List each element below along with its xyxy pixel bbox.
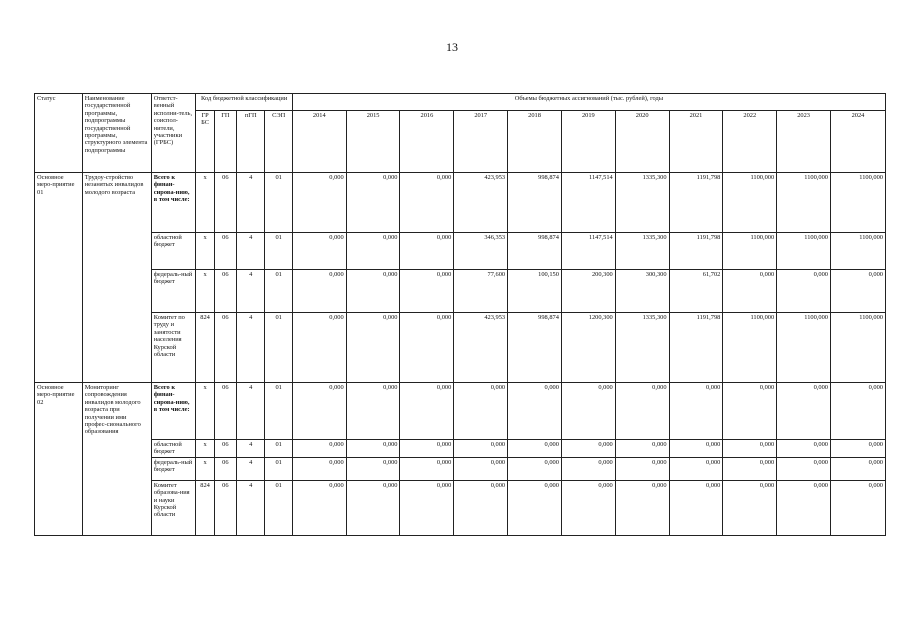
table-row	[35, 313, 886, 383]
value-cell-2020: 0,000	[615, 440, 669, 458]
value-cell-2014: 0,000	[292, 457, 346, 480]
sep-cell: 01	[265, 440, 292, 458]
header-year-2017: 2017	[454, 111, 508, 173]
budget-table	[34, 93, 886, 536]
value-cell-2021: 0,000	[669, 457, 723, 480]
value-cell-2020: 1335,300	[615, 313, 669, 383]
value-cell-2018: 100,150	[508, 270, 562, 313]
pgp-cell: 4	[237, 173, 265, 233]
header-code-1: ГП	[214, 111, 236, 173]
value-cell-2018: 998,874	[508, 233, 562, 270]
pgp-cell: 4	[237, 480, 265, 535]
value-cell-2021: 0,000	[669, 480, 723, 535]
value-cell-2024: 1100,000	[830, 173, 885, 233]
page-number: 13	[446, 40, 458, 54]
pgp-cell: 4	[237, 233, 265, 270]
grbs-cell: x	[196, 233, 214, 270]
value-cell-2020: 0,000	[615, 383, 669, 440]
table-row	[35, 173, 886, 233]
executor-cell: Всего к финан-сирова-нию, в том числе:	[151, 173, 196, 233]
value-cell-2014: 0,000	[292, 383, 346, 440]
value-cell-2014: 0,000	[292, 440, 346, 458]
value-cell-2016: 0,000	[400, 457, 454, 480]
header-year-2020: 2020	[615, 111, 669, 173]
header-year-2023: 2023	[777, 111, 831, 173]
value-cell-2024: 1100,000	[830, 313, 885, 383]
value-cell-2019: 0,000	[561, 457, 615, 480]
value-cell-2016: 0,000	[400, 233, 454, 270]
status-cell: Основное меро-приятие 02	[35, 383, 83, 536]
value-cell-2016: 0,000	[400, 270, 454, 313]
value-cell-2024: 0,000	[830, 457, 885, 480]
gp-cell: 06	[214, 173, 236, 233]
value-cell-2014: 0,000	[292, 173, 346, 233]
value-cell-2022: 1100,000	[723, 233, 777, 270]
value-cell-2018: 0,000	[508, 457, 562, 480]
value-cell-2016: 0,000	[400, 383, 454, 440]
executor-cell: Комитет по труду и занятости населения Курской области	[151, 313, 196, 383]
value-cell-2014: 0,000	[292, 270, 346, 313]
value-cell-2019: 200,300	[561, 270, 615, 313]
value-cell-2024: 0,000	[830, 440, 885, 458]
header-executor: Ответст-венный исполни-тель, соиспол-нители, участники (ГРБС)	[151, 94, 196, 173]
value-cell-2018: 0,000	[508, 480, 562, 535]
pgp-cell: 4	[237, 383, 265, 440]
header-code-group: Код бюджетной классификации	[196, 94, 292, 111]
executor-cell: федераль-ный бюджет	[151, 457, 196, 480]
header-year-2021: 2021	[669, 111, 723, 173]
value-cell-2019: 0,000	[561, 383, 615, 440]
gp-cell: 06	[214, 457, 236, 480]
grbs-cell: x	[196, 270, 214, 313]
grbs-cell: x	[196, 383, 214, 440]
grbs-cell: x	[196, 440, 214, 458]
value-cell-2015: 0,000	[346, 457, 400, 480]
value-cell-2019: 0,000	[561, 440, 615, 458]
sep-cell: 01	[265, 457, 292, 480]
header-year-2018: 2018	[508, 111, 562, 173]
gp-cell: 06	[214, 383, 236, 440]
sep-cell: 01	[265, 480, 292, 535]
value-cell-2018: 998,874	[508, 173, 562, 233]
sep-cell: 01	[265, 383, 292, 440]
header-name: Наименование государственной программы, подпрограммы государственной программы, структурного элемента подпрограммы	[82, 94, 151, 173]
grbs-cell: x	[196, 457, 214, 480]
value-cell-2023: 0,000	[777, 457, 831, 480]
executor-cell: Всего к финан-сирова-нию, в том числе:	[151, 383, 196, 440]
value-cell-2022: 1100,000	[723, 173, 777, 233]
sep-cell: 01	[265, 270, 292, 313]
status-cell: Основное меро-приятие 01	[35, 173, 83, 383]
header-volumes: Объемы бюджетных ассигнований (тыс. рублей), годы	[292, 94, 885, 111]
pgp-cell: 4	[237, 313, 265, 383]
table-row	[35, 480, 886, 535]
executor-cell: Комитет образова-ния и науки Курской области	[151, 480, 196, 535]
gp-cell: 06	[214, 313, 236, 383]
value-cell-2019: 1147,514	[561, 173, 615, 233]
value-cell-2017: 423,953	[454, 313, 508, 383]
value-cell-2021: 0,000	[669, 440, 723, 458]
grbs-cell: 824	[196, 313, 214, 383]
value-cell-2016: 0,000	[400, 313, 454, 383]
value-cell-2015: 0,000	[346, 480, 400, 535]
value-cell-2021: 1191,798	[669, 173, 723, 233]
value-cell-2015: 0,000	[346, 313, 400, 383]
value-cell-2015: 0,000	[346, 270, 400, 313]
value-cell-2024: 0,000	[830, 270, 885, 313]
value-cell-2023: 1100,000	[777, 313, 831, 383]
name-cell: Трудоу-стройство незанятых инвалидов молодого возраста	[82, 173, 151, 383]
header-year-2015: 2015	[346, 111, 400, 173]
sep-cell: 01	[265, 233, 292, 270]
value-cell-2016: 0,000	[400, 480, 454, 535]
header-code-2: пГП	[237, 111, 265, 173]
gp-cell: 06	[214, 233, 236, 270]
gp-cell: 06	[214, 270, 236, 313]
value-cell-2021: 1191,798	[669, 233, 723, 270]
value-cell-2015: 0,000	[346, 173, 400, 233]
value-cell-2022: 0,000	[723, 457, 777, 480]
header-year-2016: 2016	[400, 111, 454, 173]
table-row	[35, 440, 886, 458]
value-cell-2019: 0,000	[561, 480, 615, 535]
value-cell-2015: 0,000	[346, 233, 400, 270]
sep-cell: 01	[265, 173, 292, 233]
table-row	[35, 233, 886, 270]
pgp-cell: 4	[237, 270, 265, 313]
value-cell-2019: 1147,514	[561, 233, 615, 270]
executor-cell: федераль-ный бюджет	[151, 270, 196, 313]
value-cell-2022: 0,000	[723, 440, 777, 458]
pgp-cell: 4	[237, 440, 265, 458]
value-cell-2023: 0,000	[777, 440, 831, 458]
value-cell-2017: 0,000	[454, 383, 508, 440]
value-cell-2017: 346,353	[454, 233, 508, 270]
header-code-0: ГР БС	[196, 111, 214, 173]
value-cell-2015: 0,000	[346, 383, 400, 440]
value-cell-2023: 0,000	[777, 270, 831, 313]
sep-cell: 01	[265, 313, 292, 383]
table-row	[35, 383, 886, 440]
value-cell-2024: 1100,000	[830, 233, 885, 270]
value-cell-2023: 0,000	[777, 383, 831, 440]
value-cell-2018: 0,000	[508, 440, 562, 458]
value-cell-2022: 1100,000	[723, 313, 777, 383]
value-cell-2017: 423,953	[454, 173, 508, 233]
grbs-cell: x	[196, 173, 214, 233]
header-year-2014: 2014	[292, 111, 346, 173]
table-header	[35, 94, 886, 173]
value-cell-2022: 0,000	[723, 480, 777, 535]
table-row	[35, 457, 886, 480]
value-cell-2024: 0,000	[830, 480, 885, 535]
value-cell-2021: 1191,798	[669, 313, 723, 383]
value-cell-2020: 0,000	[615, 480, 669, 535]
value-cell-2023: 1100,000	[777, 233, 831, 270]
value-cell-2014: 0,000	[292, 313, 346, 383]
name-cell: Мониторинг сопровождения инвалидов молодого возраста при получении ими профес-сионального образования	[82, 383, 151, 536]
header-code-3: СЭП	[265, 111, 292, 173]
value-cell-2020: 300,300	[615, 270, 669, 313]
header-status: Статус	[35, 94, 83, 173]
value-cell-2014: 0,000	[292, 233, 346, 270]
value-cell-2018: 998,874	[508, 313, 562, 383]
value-cell-2015: 0,000	[346, 440, 400, 458]
value-cell-2023: 1100,000	[777, 173, 831, 233]
value-cell-2016: 0,000	[400, 440, 454, 458]
value-cell-2023: 0,000	[777, 480, 831, 535]
table-row	[35, 270, 886, 313]
pgp-cell: 4	[237, 457, 265, 480]
value-cell-2024: 0,000	[830, 383, 885, 440]
executor-cell: областной бюджет	[151, 440, 196, 458]
value-cell-2014: 0,000	[292, 480, 346, 535]
value-cell-2021: 61,702	[669, 270, 723, 313]
value-cell-2022: 0,000	[723, 383, 777, 440]
executor-cell: областной бюджет	[151, 233, 196, 270]
value-cell-2017: 0,000	[454, 440, 508, 458]
header-year-2022: 2022	[723, 111, 777, 173]
value-cell-2019: 1200,300	[561, 313, 615, 383]
value-cell-2022: 0,000	[723, 270, 777, 313]
grbs-cell: 824	[196, 480, 214, 535]
table-body	[35, 173, 886, 536]
value-cell-2020: 1335,300	[615, 173, 669, 233]
header-year-2019: 2019	[561, 111, 615, 173]
value-cell-2016: 0,000	[400, 173, 454, 233]
value-cell-2021: 0,000	[669, 383, 723, 440]
value-cell-2020: 0,000	[615, 457, 669, 480]
value-cell-2020: 1335,300	[615, 233, 669, 270]
value-cell-2017: 77,600	[454, 270, 508, 313]
value-cell-2018: 0,000	[508, 383, 562, 440]
value-cell-2017: 0,000	[454, 457, 508, 480]
header-year-2024: 2024	[830, 111, 885, 173]
gp-cell: 06	[214, 440, 236, 458]
value-cell-2017: 0,000	[454, 480, 508, 535]
gp-cell: 06	[214, 480, 236, 535]
